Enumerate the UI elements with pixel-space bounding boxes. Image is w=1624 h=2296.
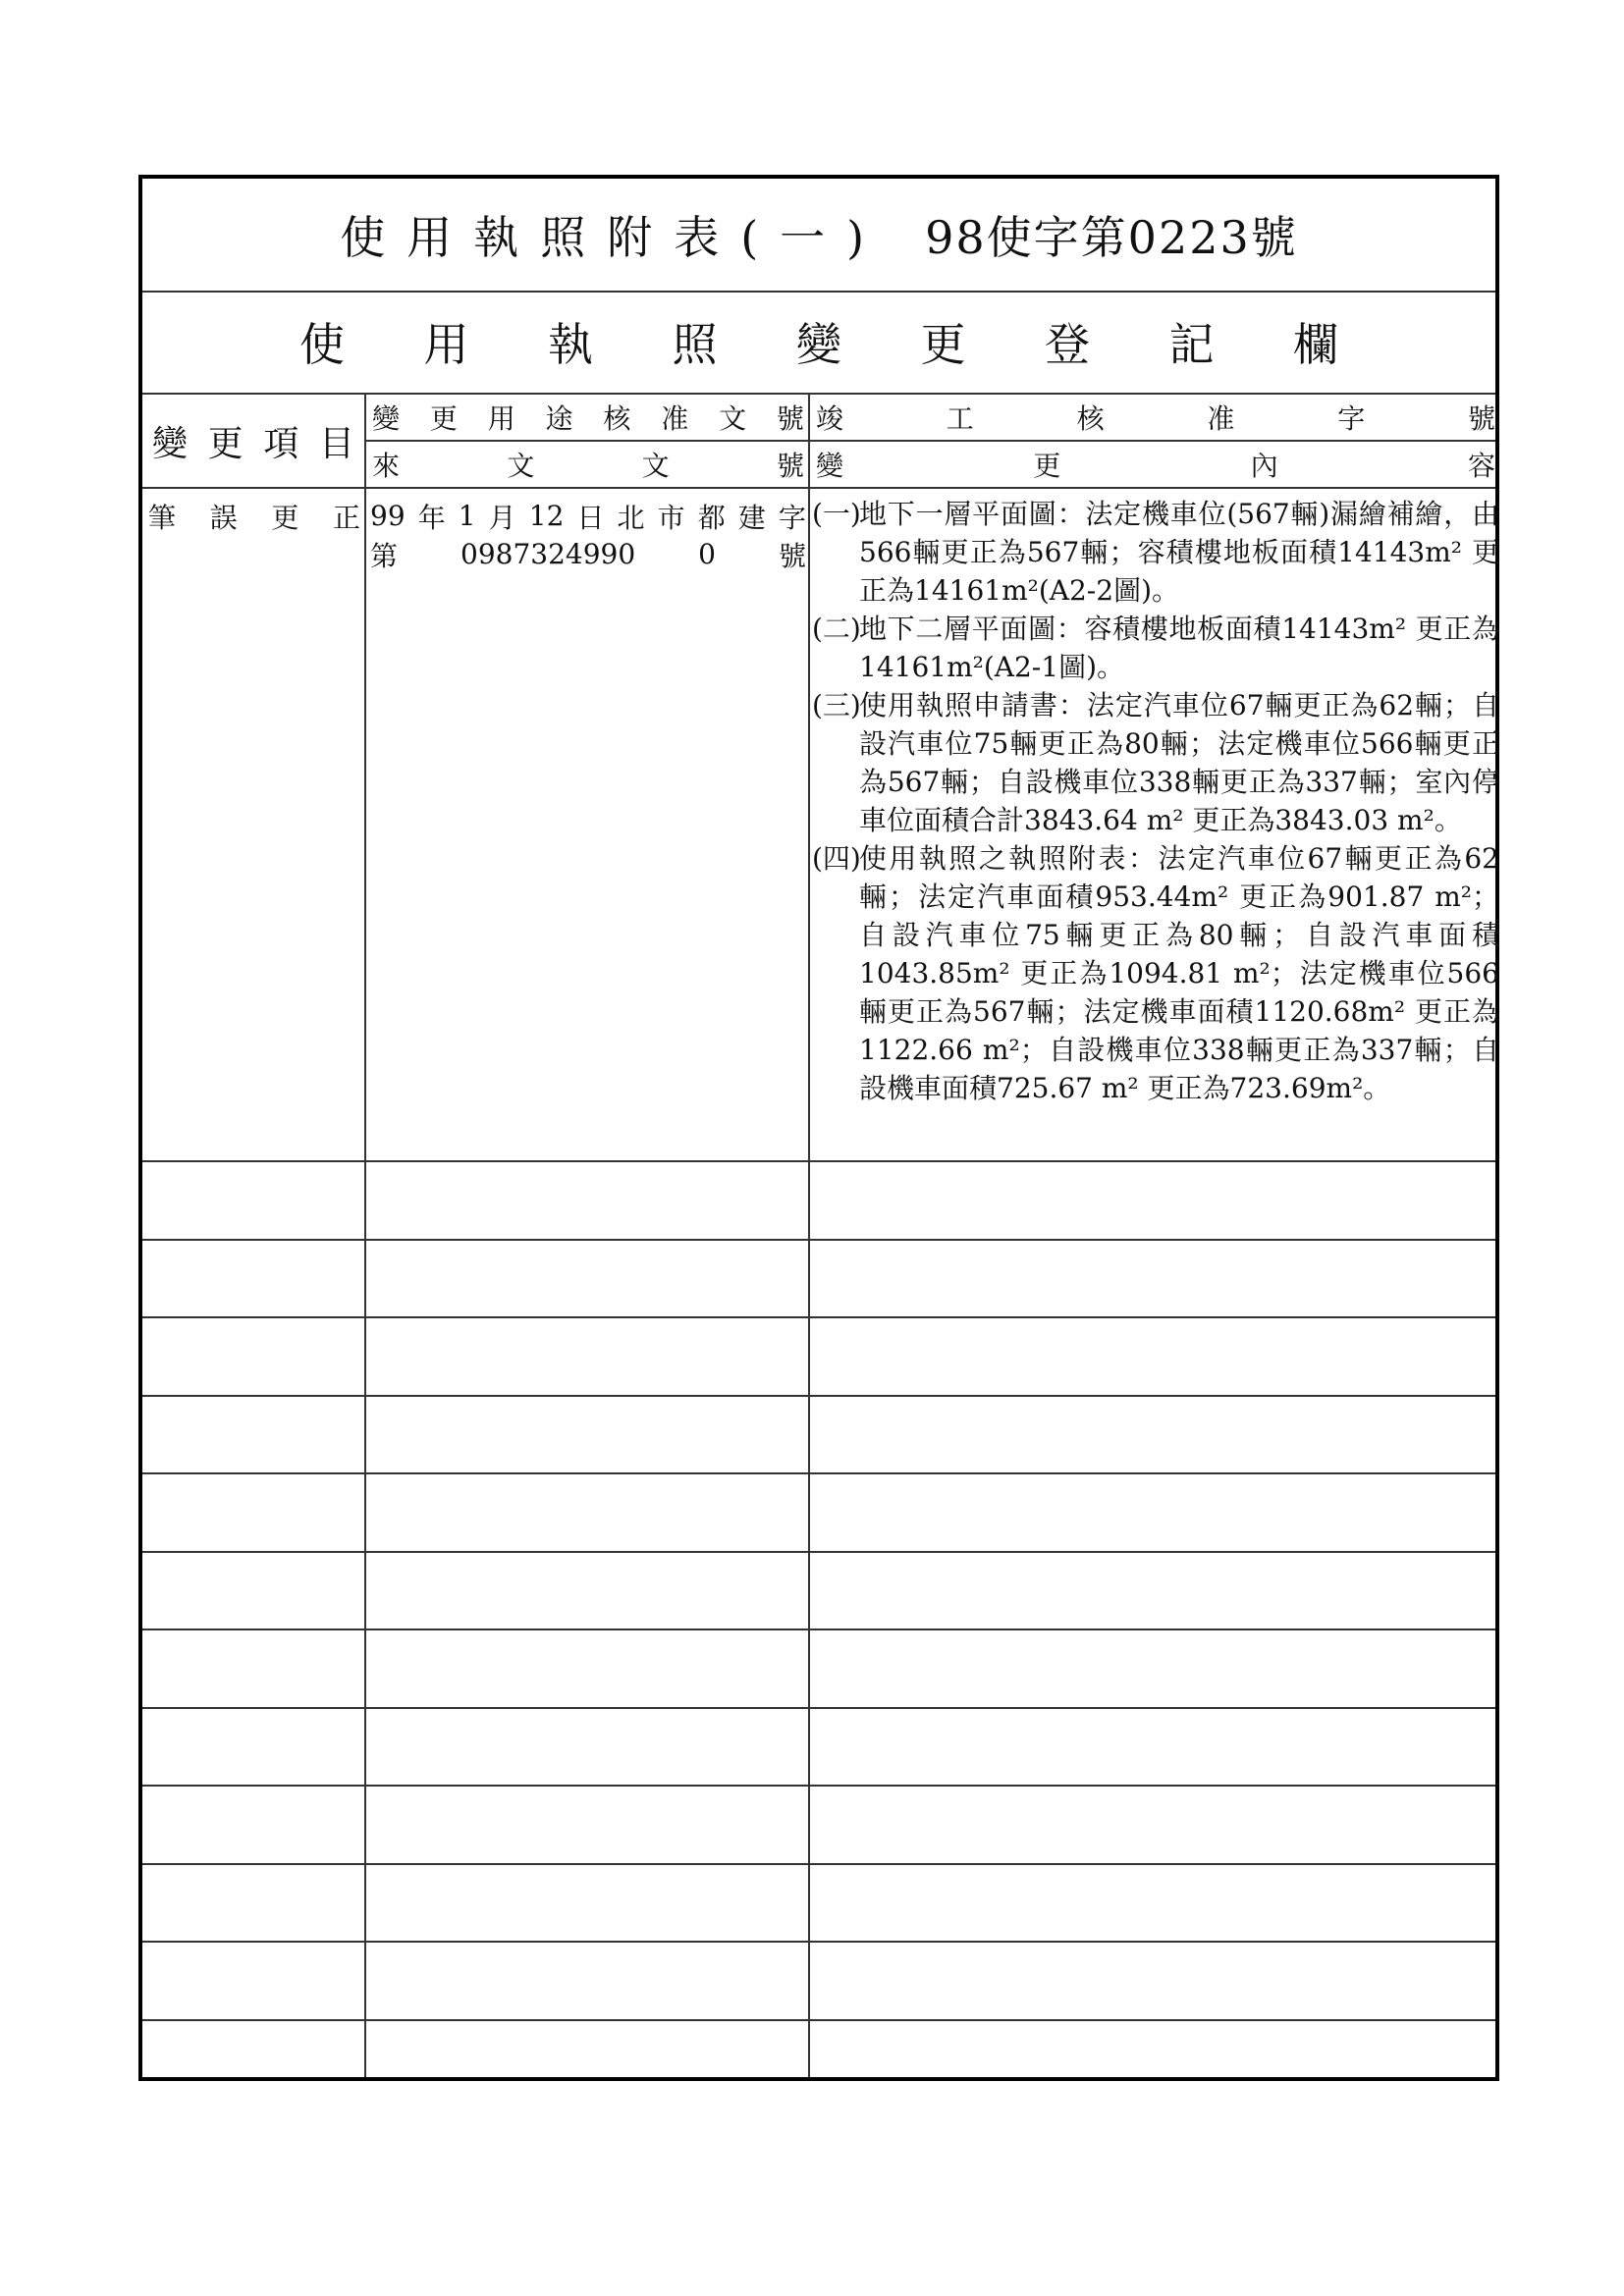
content-item-1 bbox=[812, 495, 1499, 610]
divider bbox=[142, 487, 1495, 489]
content-item-2 bbox=[812, 610, 1499, 686]
text-glyph: 筆 bbox=[148, 501, 177, 534]
row-divider bbox=[142, 1316, 1495, 1318]
text-glyph: 0 bbox=[698, 538, 716, 570]
text-glyph: 建 bbox=[737, 501, 766, 534]
text-glyph: 號 bbox=[776, 450, 804, 482]
text-glyph: 字 bbox=[1337, 402, 1366, 435]
text-glyph: 變 bbox=[796, 318, 841, 371]
text-glyph: 0987324990 bbox=[460, 538, 636, 570]
form-header bbox=[142, 179, 1495, 291]
license-number: 98使字第0223號 bbox=[925, 211, 1298, 264]
text-glyph: 變 bbox=[152, 423, 189, 464]
column-header-change-content bbox=[812, 442, 1499, 487]
item-text: 使用執照之執照附表：法定汽車位67輛更正為62輛；法定汽車面積953.44m² 更正為901.87 m²；自設汽車位75輛更正為80輛；自設汽車面積1043.85m² 更正為1094.81 m²；法定機車位566輛更正為567輛；法定機車面積1120.68m² 更正為1122.66 m²；自設機車位338輛更正為337輛；自設機車面積725.67 m² 更正為723.69m²。 bbox=[859, 842, 1499, 1104]
entry-doc-number-line1 bbox=[368, 497, 808, 535]
text-glyph: 誤 bbox=[209, 501, 238, 534]
row-divider bbox=[142, 2019, 1495, 2021]
license-form-table bbox=[138, 175, 1499, 2081]
text-glyph: 准 bbox=[661, 402, 689, 435]
text-glyph: 更 bbox=[920, 318, 966, 371]
item-number: (二) bbox=[812, 613, 861, 645]
content-item-3 bbox=[812, 686, 1499, 839]
entry-change-content bbox=[812, 495, 1499, 1107]
text-glyph: 用 bbox=[423, 318, 469, 371]
section-title bbox=[299, 293, 1338, 391]
content-item-4 bbox=[812, 839, 1499, 1107]
row-divider bbox=[142, 1160, 1495, 1162]
row-divider bbox=[142, 1785, 1495, 1787]
text-glyph: 年 bbox=[417, 501, 446, 534]
item-text: 使用執照申請書：法定汽車位67輛更正為62輛；自設汽車位75輛更正為80輛；法定機車位566輛更正為567輛；自設機車位338輛更正為337輛；室內停車位面積合計3843.64 m² 更正為3843.03 m²。 bbox=[859, 689, 1499, 836]
text-glyph: 更 bbox=[429, 402, 458, 435]
text-glyph: 字 bbox=[778, 501, 806, 534]
text-glyph: 欄 bbox=[1293, 318, 1338, 371]
text-glyph: 號 bbox=[776, 402, 804, 435]
row-divider bbox=[142, 1395, 1495, 1397]
text-glyph: 使 bbox=[299, 318, 345, 371]
row-divider bbox=[142, 1472, 1495, 1474]
text-glyph: 目 bbox=[318, 423, 354, 464]
text-glyph: 文 bbox=[507, 450, 535, 482]
form-title: 使用執照附表(一) bbox=[340, 211, 887, 264]
item-number: (一) bbox=[812, 498, 861, 530]
row-divider bbox=[142, 1941, 1495, 1943]
text-glyph: 照 bbox=[672, 318, 718, 371]
item-number: (四) bbox=[812, 842, 861, 875]
text-glyph: 北 bbox=[617, 501, 645, 534]
text-glyph: 記 bbox=[1168, 318, 1215, 371]
row-divider bbox=[142, 1551, 1495, 1553]
text-glyph: 准 bbox=[1207, 402, 1235, 435]
text-glyph: 登 bbox=[1045, 318, 1090, 371]
column-divider bbox=[364, 393, 366, 2077]
text-glyph: 第 bbox=[370, 539, 399, 572]
text-glyph: 更 bbox=[207, 423, 244, 464]
text-glyph: 竣 bbox=[816, 402, 844, 435]
text-glyph: 執 bbox=[548, 318, 593, 371]
text-glyph: 內 bbox=[1250, 450, 1278, 482]
text-glyph: 更 bbox=[1033, 450, 1061, 482]
text-glyph: 日 bbox=[576, 501, 605, 534]
item-text: 地下二層平面圖：容積樓地板面積14143m² 更正為14161m²(A2-1圖)。 bbox=[859, 613, 1499, 683]
row-divider bbox=[142, 1239, 1495, 1241]
text-glyph: 文 bbox=[719, 402, 747, 435]
text-glyph: 文 bbox=[641, 450, 670, 482]
text-glyph: 12 bbox=[528, 500, 565, 532]
text-glyph: 核 bbox=[1076, 402, 1105, 435]
text-glyph: 正 bbox=[332, 501, 360, 534]
column-header-usage-change-doc bbox=[368, 395, 808, 440]
text-glyph: 更 bbox=[271, 501, 299, 534]
column-header-change-item bbox=[142, 395, 364, 487]
text-glyph: 市 bbox=[657, 501, 685, 534]
row-divider bbox=[142, 1863, 1495, 1865]
entry-doc-number-line2 bbox=[368, 535, 808, 573]
text-glyph: 月 bbox=[488, 501, 516, 534]
text-glyph: 變 bbox=[372, 402, 401, 435]
row-divider bbox=[142, 1707, 1495, 1709]
text-glyph: 容 bbox=[1467, 450, 1495, 482]
text-glyph: 用 bbox=[487, 402, 515, 435]
column-divider bbox=[808, 393, 810, 2077]
text-glyph: 號 bbox=[778, 539, 806, 572]
row-divider bbox=[142, 1629, 1495, 1630]
item-number: (三) bbox=[812, 689, 861, 721]
text-glyph: 來 bbox=[372, 450, 401, 482]
text-glyph: 核 bbox=[603, 402, 631, 435]
column-header-completion-no bbox=[812, 395, 1499, 440]
text-glyph: 工 bbox=[946, 402, 974, 435]
column-header-incoming-doc bbox=[368, 442, 808, 487]
text-glyph: 途 bbox=[545, 402, 573, 435]
text-glyph: 1 bbox=[458, 500, 476, 532]
divider bbox=[366, 440, 1495, 442]
text-glyph: 99 bbox=[370, 500, 406, 532]
text-glyph: 變 bbox=[816, 450, 844, 482]
entry-change-item bbox=[142, 497, 364, 535]
text-glyph: 都 bbox=[697, 501, 726, 534]
item-text: 地下一層平面圖：法定機車位(567輛)漏繪補繪，由566輛更正為567輛；容積樓地板面積14143m² 更正為14161m²(A2-2圖)。 bbox=[859, 498, 1499, 607]
text-glyph: 項 bbox=[263, 423, 299, 464]
text-glyph: 號 bbox=[1467, 402, 1495, 435]
